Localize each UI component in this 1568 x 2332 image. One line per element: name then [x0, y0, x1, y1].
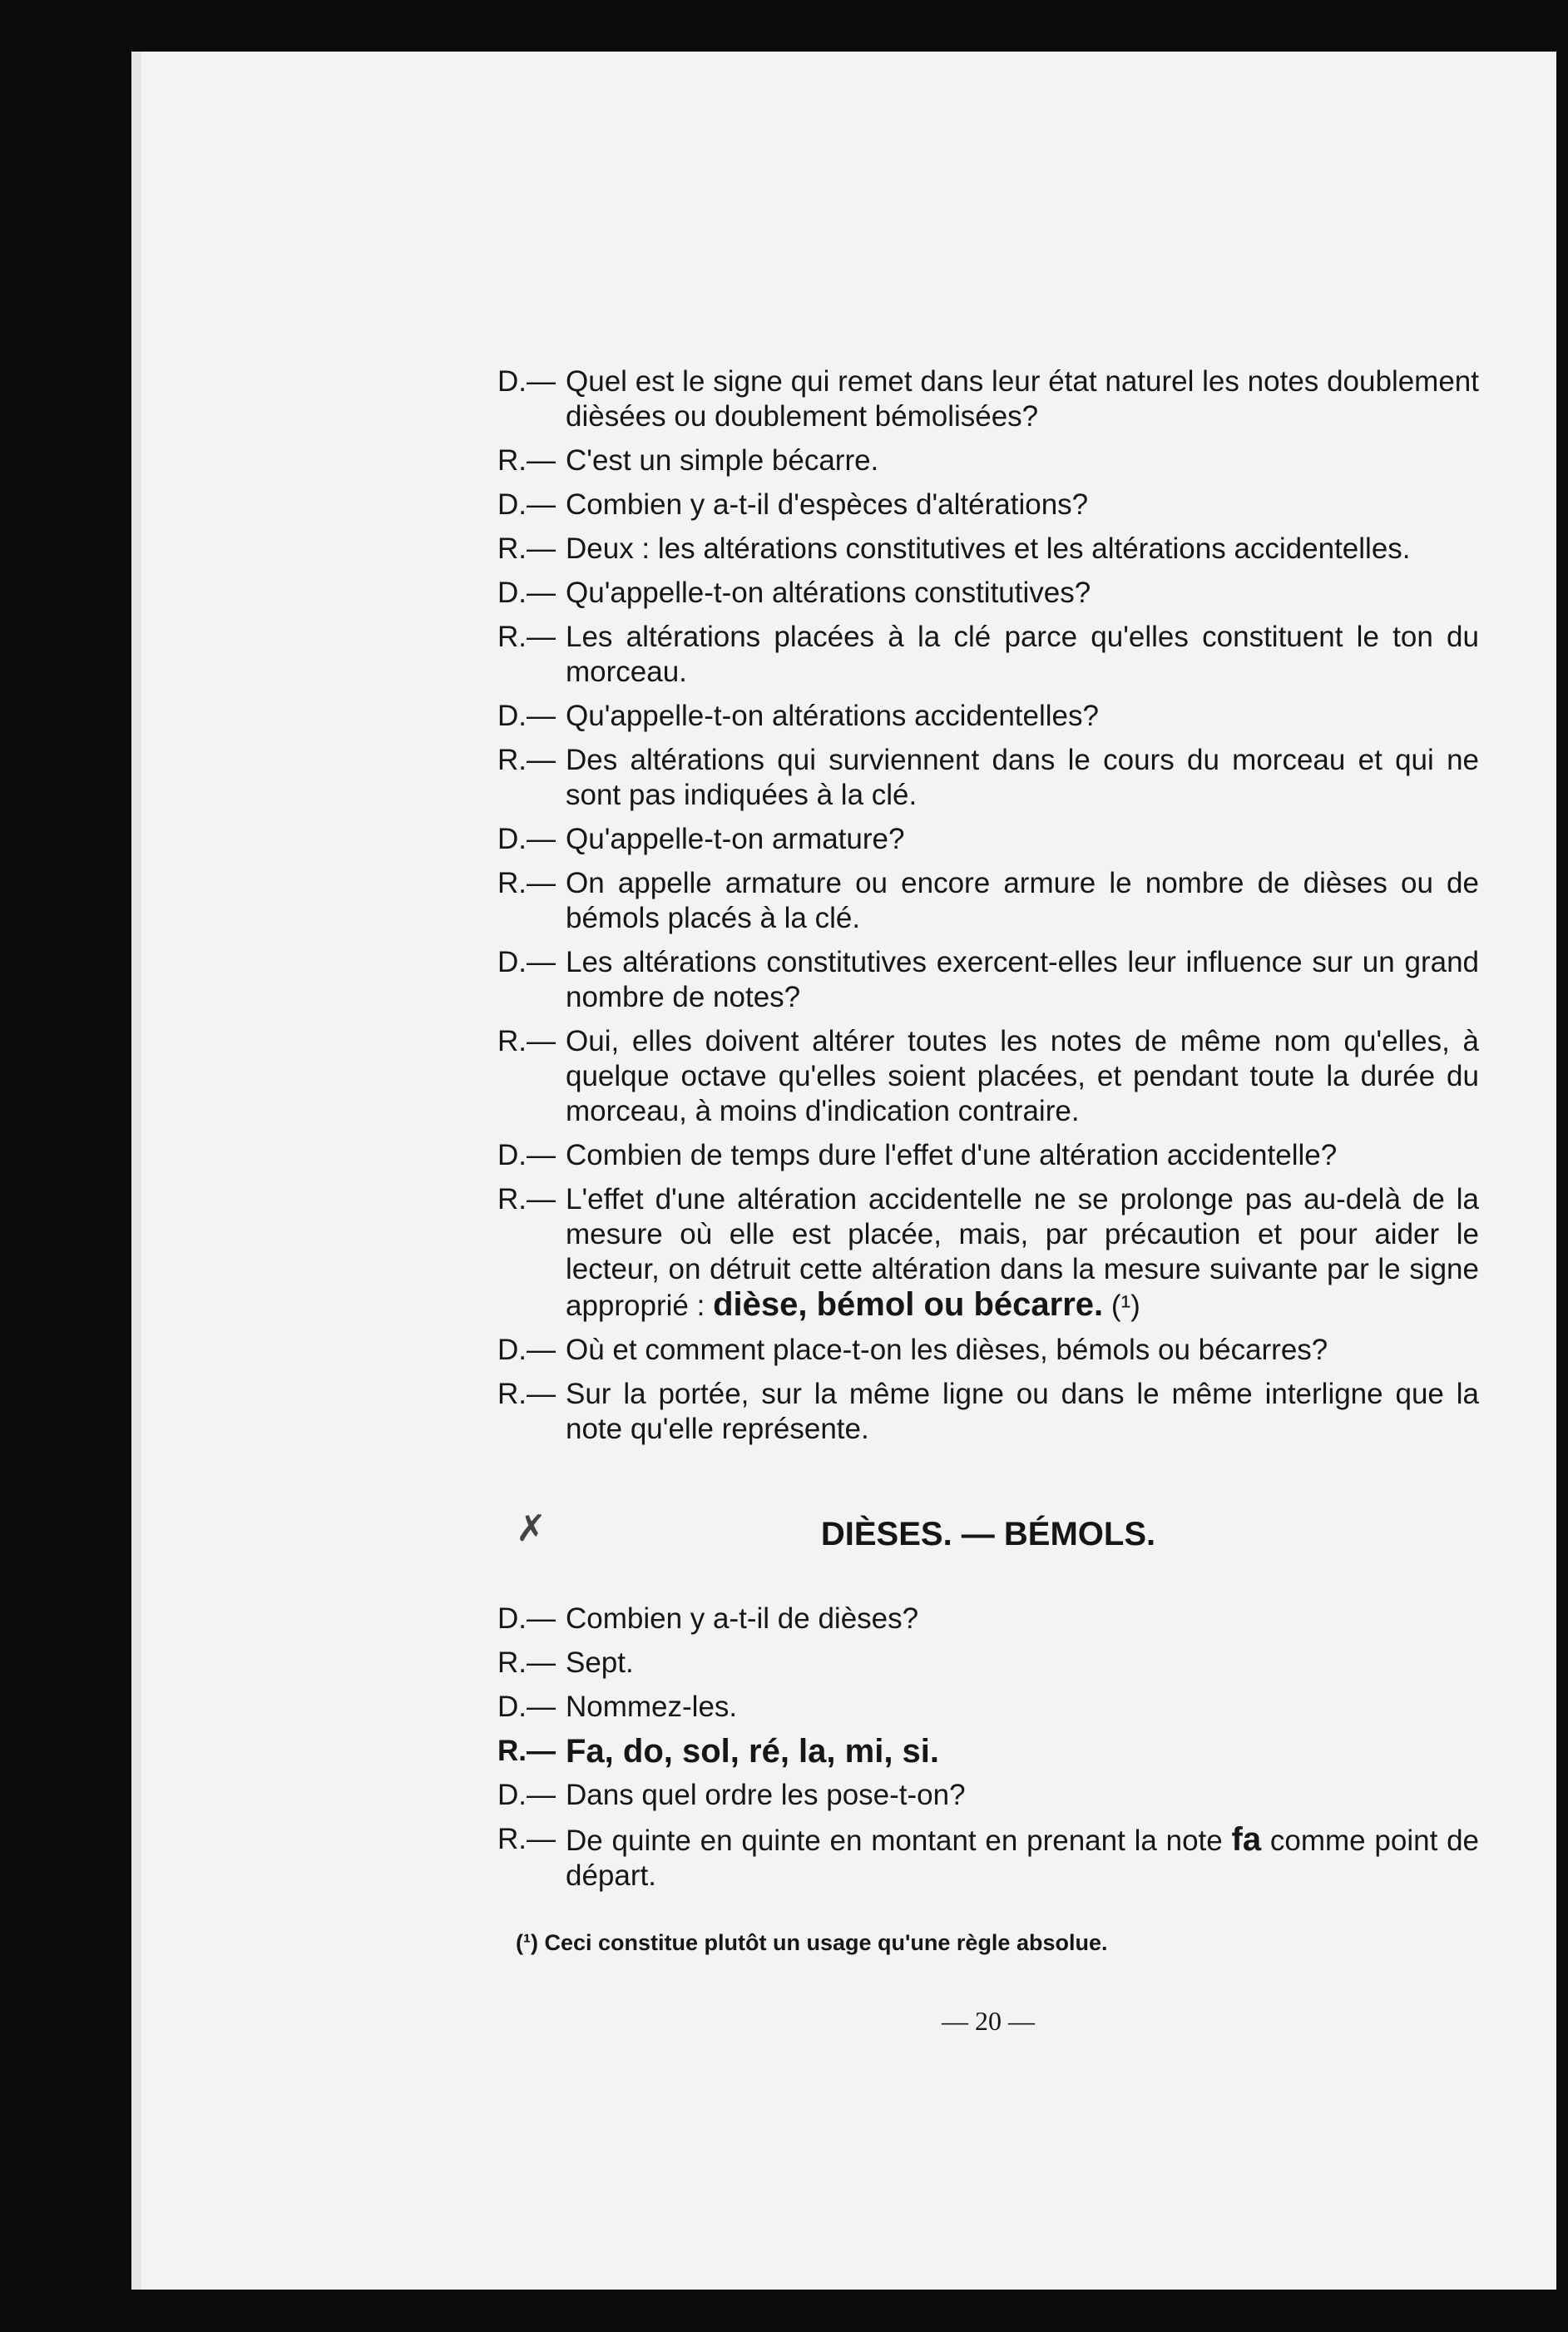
qa-item: [497, 1734, 1479, 1769]
qa-text: Les altérations constitutives exercent-elles leur influence sur un grand nombre de notes?: [566, 946, 1479, 1013]
qa-label: D.—: [497, 1334, 556, 1366]
qa-text: Fa, do, sol, ré, la, mi, si.: [566, 1733, 940, 1770]
footnote: (¹) Ceci constitue plutôt un usage qu'une règle absolue.: [516, 1930, 1108, 1955]
page-number: — 20 —: [942, 2006, 1035, 2036]
qa-label: D.—: [497, 1602, 556, 1635]
qa-label: D.—: [497, 700, 556, 732]
pencil-mark-icon: ✗: [516, 1508, 547, 1550]
qa-text: Sept.: [566, 1646, 634, 1679]
qa-text: Qu'appelle-t-on armature?: [566, 823, 905, 855]
qa-text: Sur la portée, sur la même ligne ou dans le même interligne que la note qu'elle représente.: [566, 1378, 1479, 1445]
qa-label: R.—: [497, 621, 556, 653]
qa-text: Les altérations placées à la clé parce qu'elles constituent le ton du morceau.: [566, 621, 1479, 688]
qa-text: Dans quel ordre les pose-t-on?: [566, 1779, 966, 1811]
qa-text: Combien de temps dure l'effet d'une altération accidentelle?: [566, 1139, 1338, 1171]
qa-text: Qu'appelle-t-on altérations constitutives?: [566, 577, 1091, 609]
qa-list-bottom: [497, 1602, 1479, 1725]
qa-item: [497, 945, 1479, 1015]
qa-text: Combien y a-t-il de dièses?: [566, 1602, 919, 1635]
qa-text: Nommez-les.: [566, 1691, 738, 1723]
qa-label: R.—: [497, 744, 556, 776]
qa-item: [497, 1690, 1479, 1725]
qa-item: [497, 1377, 1479, 1447]
qa-item: [497, 532, 1479, 567]
qa-text-part: comme point de départ.: [566, 1825, 1479, 1892]
qa-bold-text: dièse, bémol ou bécarre.: [713, 1286, 1104, 1323]
qa-item: [497, 1024, 1479, 1129]
qa-label: R.—: [497, 1646, 556, 1679]
qa-item: [497, 866, 1479, 936]
qa-item: [497, 620, 1479, 690]
qa-text: On appelle armature ou encore armure le nombre de dièses ou de bémols placés à la clé.: [566, 867, 1479, 934]
qa-label: D.—: [497, 488, 556, 521]
qa-label: D.—: [497, 823, 556, 855]
qa-text: [566, 1822, 1479, 1894]
footnote-ref: (¹): [1103, 1290, 1140, 1322]
qa-label: D.—: [497, 365, 556, 398]
qa-text: Oui, elles doivent altérer toutes les notes de même nom qu'elles, à quelque octave qu'elles soient placées, et pendant toute la durée du morceau, à moins d'indication contraire.: [566, 1025, 1479, 1127]
section-heading-wrap: [497, 1508, 1479, 1552]
qa-label: D.—: [497, 1691, 556, 1723]
qa-item: [497, 743, 1479, 813]
qa-text-part: L'effet d'une altération accidentelle ne se prolonge pas au-delà de la mesure où elle est placée, mais, par précaution et pour aider le lecteur, on détruit cette altération dans la mesure suivante par le signe approprié :: [566, 1183, 1479, 1322]
qa-label: R.—: [497, 1378, 556, 1410]
qa-label: R.—: [497, 532, 556, 565]
qa-text: Deux : les altérations constitutives et les altérations accidentelles.: [566, 532, 1411, 565]
qa-label: D.—: [497, 577, 556, 609]
qa-label: R.—: [497, 867, 556, 899]
qa-text: Des altérations qui surviennent dans le cours du morceau et qui ne sont pas indiquées à la clé.: [566, 744, 1479, 811]
qa-list-middle: [497, 1333, 1479, 1447]
qa-bold-text: fa: [1231, 1821, 1262, 1858]
qa-item: [497, 488, 1479, 522]
qa-text: [566, 1182, 1479, 1324]
qa-item: [497, 364, 1479, 434]
qa-text: Quel est le signe qui remet dans leur état naturel les notes doublement dièsées ou doublement bémolisées?: [566, 365, 1479, 433]
qa-label: D.—: [497, 1139, 556, 1171]
qa-label: R.—: [497, 1025, 556, 1057]
qa-label: R.—: [497, 444, 556, 477]
qa-item: [497, 1778, 1479, 1813]
qa-label: D.—: [497, 1779, 556, 1811]
qa-item: [497, 1822, 1479, 1894]
qa-label: R.—: [497, 1183, 556, 1216]
qa-text: Combien y a-t-il d'espèces d'altérations?: [566, 488, 1089, 521]
section-heading: DIÈSES. — BÉMOLS.: [820, 1516, 1156, 1552]
qa-item: [497, 1602, 1479, 1636]
qa-item: [497, 822, 1479, 857]
page-content: [497, 364, 1479, 2038]
qa-label: R.—: [497, 1823, 556, 1855]
qa-item: [497, 1646, 1479, 1681]
qa-label: R.—: [497, 1735, 556, 1767]
qa-item: [497, 1333, 1479, 1368]
qa-item: [497, 1138, 1479, 1173]
qa-item: [497, 699, 1479, 734]
qa-text: Qu'appelle-t-on altérations accidentelles?: [566, 700, 1099, 732]
qa-item: [497, 443, 1479, 478]
qa-item: [497, 576, 1479, 611]
qa-label: D.—: [497, 946, 556, 978]
qa-item: [497, 1182, 1479, 1324]
page-edge: [131, 52, 141, 2290]
qa-list-top: [497, 364, 1479, 1173]
qa-text-part: De quinte en quinte en montant en prenant la note: [566, 1825, 1232, 1857]
qa-text: C'est un simple bécarre.: [566, 444, 879, 477]
qa-text: Où et comment place-t-on les dièses, bémols ou bécarres?: [566, 1334, 1328, 1366]
